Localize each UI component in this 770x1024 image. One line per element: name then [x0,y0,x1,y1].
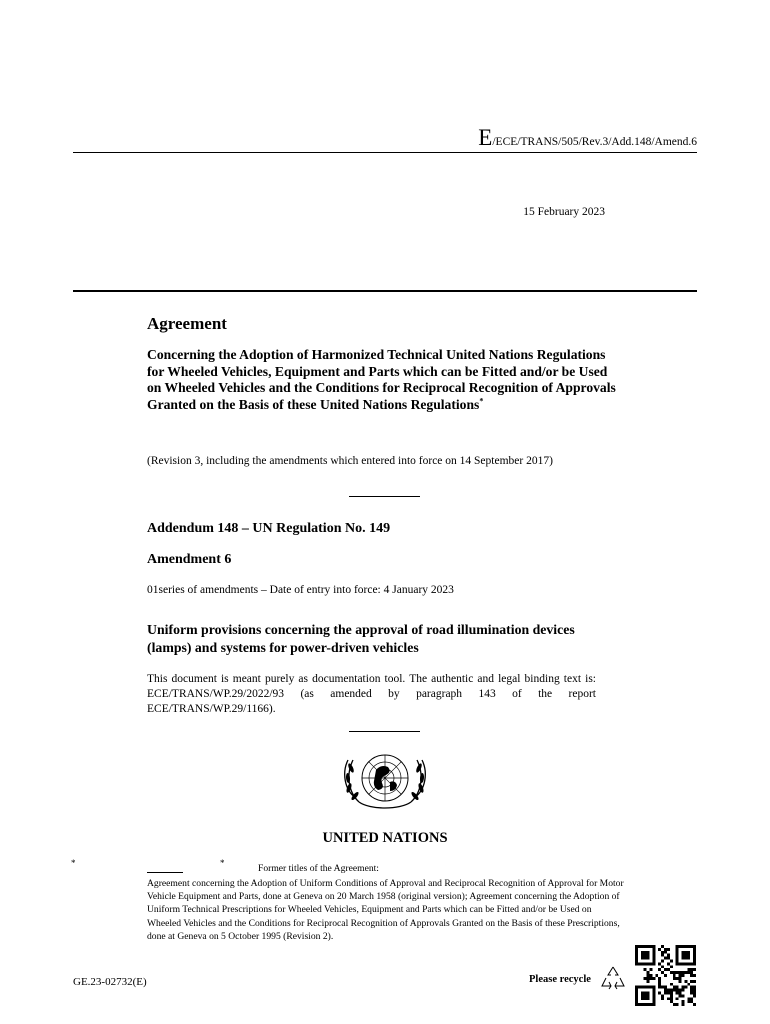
header-rule [73,152,697,153]
agreement-subtitle [147,347,617,413]
un-emblem-icon [326,740,444,818]
documentation-note: This document is meant purely as documentation tool. The authentic and legal binding text is: ECE/TRANS/WP.29/2022/93 (as amended by paragraph 143 of the report ECE/TRANS/WP.29/1166). [147,673,596,715]
footnote-mark: * [220,858,225,868]
footnote-body: Agreement concerning the Adoption of Uniform Conditions of Approval and Reciprocal Recognition of Approval for Motor Vehicle Equipment and Parts, done at Geneva on 20 March 1958 (original version); Agreement concerning the Adoption of Uniform Technical Prescriptions for Wheeled Vehicles, Equipment and Parts which can be Fitted and/or be Used on Wheeled Vehicles and the Conditions for Reciprocal Recognition of Approvals Granted on the Basis of these Prescriptions, done at Geneva on 5 October 1995 (Revision 2). [147,878,624,942]
addendum-heading: Addendum 148 – UN Regulation No. 149 [147,521,391,536]
recycle-text: Please recycle [529,974,591,985]
qr-code-icon [634,945,697,1006]
regulation-title: Uniform provisions concerning the approval of road illumination devices (lamps) and systems for power-driven vehicles [147,622,575,655]
job-number: GE.23-02732(E) [73,976,147,988]
separator-rule [349,496,420,497]
recycle-icon [599,964,627,992]
document-symbol [300,125,697,151]
title-rule [73,290,697,292]
document-symbol-letter: E [478,125,493,150]
footnote-rule [147,872,183,873]
revision-note: (Revision 3, including the amendments which entered into force on 14 September 2017) [147,455,553,467]
organization-name: UNITED NATIONS [322,830,448,846]
footnote-reference: * [479,395,484,405]
agreement-heading: Agreement [147,314,227,333]
footnote-mark-margin: * [71,858,76,868]
document-date: 15 February 2023 [523,206,605,218]
series-of-amendments: 01series of amendments – Date of entry into force: 4 January 2023 [147,584,454,596]
separator-rule-2 [349,731,420,732]
amendment-heading: Amendment 6 [147,552,232,567]
footnote-title: Former titles of the Agreement: [258,863,379,874]
agreement-subtitle-text: Concerning the Adoption of Harmonized Technical United Nations Regulations for Wheeled Vehicles, Equipment and Parts which can be Fitted and/or be Used on Wheeled Vehicles and the Conditions for Reciprocal Recognition of Approvals Granted on the Basis of these United Nations Regulations [147,347,616,412]
document-symbol-rest: /ECE/TRANS/505/Rev.3/Add.148/Amend.6 [492,136,697,148]
